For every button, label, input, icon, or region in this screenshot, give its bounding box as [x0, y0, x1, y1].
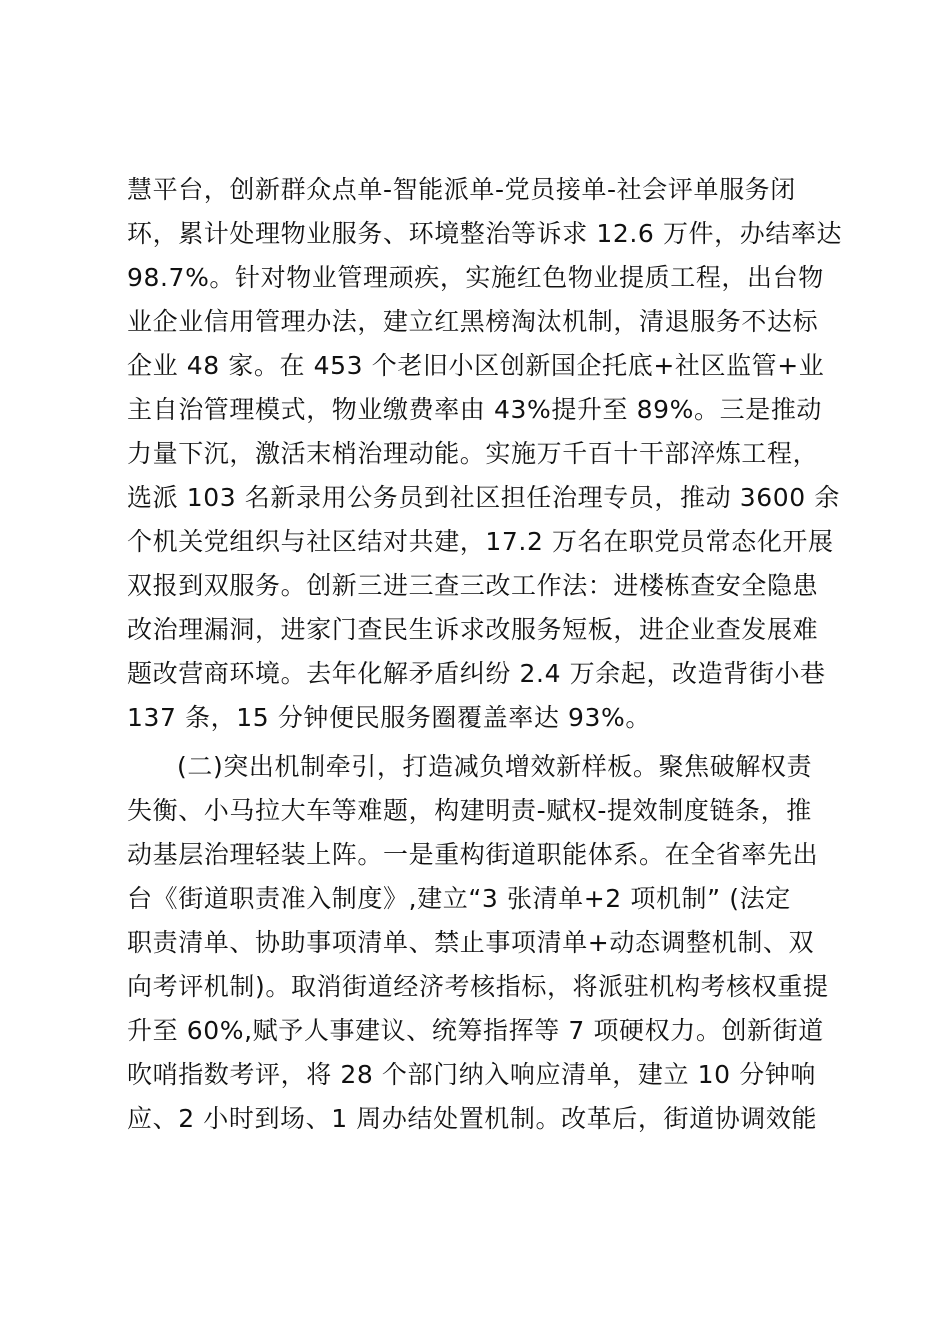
body-text-line: 题改营商环境。去年化解矛盾纠纷 2.4 万余起，改造背街小巷: [127, 659, 826, 688]
body-text-line: 慧平台，创新群众点单-智能派单-党员接单-社会评单服务闭: [127, 175, 796, 204]
body-text-line: 企业 48 家。在 453 个老旧小区创新国企托底+社区监管+业: [127, 351, 825, 380]
body-text-line: 力量下沉，激活末梢治理动能。实施万千百十干部淬炼工程，: [127, 439, 819, 468]
paragraph-start-line: (二)突出机制牵引，打造减负增效新样板。聚焦破解权责: [177, 752, 813, 781]
body-text-line: 向考评机制)。取消街道经济考核指标，将派驻机构考核权重提: [127, 972, 829, 1001]
body-text-line: 98.7%。针对物业管理顽疾，实施红色物业提质工程，出台物: [127, 263, 824, 292]
body-text-line: 137 条，15 分钟便民服务圈覆盖率达 93%。: [127, 703, 651, 732]
body-text-line: 个机关党组织与社区结对共建，17.2 万名在职党员常态化开展: [127, 527, 834, 556]
body-text-line: 选派 103 名新录用公务员到社区担任治理专员，推动 3600 余: [127, 483, 840, 512]
body-text-line: 改治理漏洞，进家门查民生诉求改服务短板，进企业查发展难: [127, 615, 819, 644]
body-text-line: 吹哨指数考评，将 28 个部门纳入响应清单，建立 10 分钟响: [127, 1060, 817, 1089]
body-text-line: 环，累计处理物业服务、环境整治等诉求 12.6 万件，办结率达: [127, 219, 843, 248]
body-text-line: 动基层治理轻装上阵。一是重构街道职能体系。在全省率先出: [127, 840, 819, 869]
body-text-line: 主自治管理模式，物业缴费率由 43%提升至 89%。三是推动: [127, 395, 823, 424]
body-text-line: 台《街道职责准入制度》,建立“3 张清单+2 项机制” (法定: [127, 884, 791, 913]
body-text-line: 职责清单、协助事项清单、禁止事项清单+动态调整机制、双: [127, 928, 815, 957]
body-text-line: 升至 60%,赋予人事建议、统筹指挥等 7 项硬权力。创新街道: [127, 1016, 824, 1045]
body-text-line: 业企业信用管理办法，建立红黑榜淘汰机制，清退服务不达标: [127, 307, 819, 336]
body-text-line: 失衡、小马拉大车等难题，构建明责-赋权-提效制度链条，推: [127, 796, 812, 825]
body-text-line: 双报到双服务。创新三进三查三改工作法：进楼栋查安全隐患: [127, 571, 819, 600]
body-text-line: 应、2 小时到场、1 周办结处置机制。改革后，街道协调效能: [127, 1104, 818, 1133]
